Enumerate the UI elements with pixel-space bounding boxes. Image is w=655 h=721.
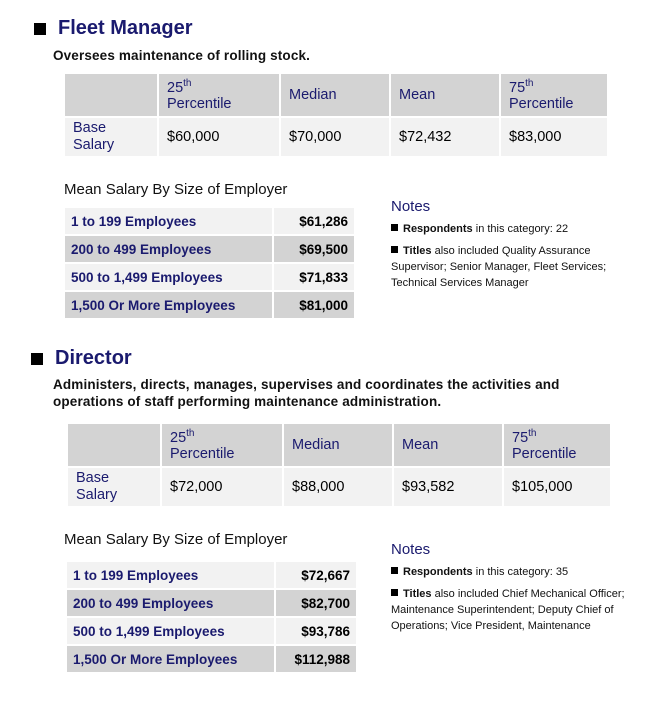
salary-table	[63, 72, 609, 158]
table-row	[65, 208, 354, 236]
square-bullet-icon	[391, 589, 398, 596]
header-mean: Mean	[394, 424, 502, 466]
table-row	[65, 292, 354, 320]
table-row	[65, 236, 354, 264]
value-mean: $93,582	[394, 468, 502, 506]
section-heading	[34, 17, 192, 40]
notes-title: Notes	[391, 541, 431, 558]
employer-size-value: $93,786	[276, 618, 356, 646]
section-heading	[31, 347, 132, 370]
note-text: in this category: 22	[472, 223, 569, 235]
employer-size-label: 1 to 199 Employees	[67, 562, 276, 590]
employer-size-value: $112,988	[276, 646, 356, 674]
note-label: Respondents	[403, 566, 473, 578]
table-row	[67, 646, 356, 674]
table-row	[67, 590, 356, 618]
employer-size-title: Mean Salary By Size of Employer	[64, 181, 288, 198]
note-text: also included Quality Assurance Supervisor; Senior Manager, Fleet Services; Technical Services Manager	[391, 245, 607, 289]
note-text: in this category: 35	[472, 566, 569, 578]
table-row	[67, 618, 356, 646]
header-75th-percentile: 75th Percentile	[501, 74, 607, 116]
value-25th-percentile: $60,000	[159, 118, 279, 156]
employer-size-label: 1,500 Or More Employees	[65, 292, 274, 320]
employer-size-value: $69,500	[274, 236, 354, 264]
row-label-base-salary: Base Salary	[65, 118, 157, 156]
value-median: $70,000	[281, 118, 389, 156]
header-25th-percentile: 25th Percentile	[159, 74, 279, 116]
square-bullet-icon	[391, 567, 398, 574]
note-respondents	[391, 221, 631, 237]
header-75th-percentile: 75th Percentile	[504, 424, 610, 466]
row-label-base-salary: Base Salary	[68, 468, 160, 506]
note-titles	[391, 243, 631, 291]
value-25th-percentile: $72,000	[162, 468, 282, 506]
square-bullet-icon	[391, 224, 398, 231]
table-corner-cell	[65, 74, 157, 116]
employer-size-label: 500 to 1,499 Employees	[67, 618, 276, 646]
notes-panel	[391, 541, 631, 640]
table-row	[67, 562, 356, 590]
employer-size-value: $82,700	[276, 590, 356, 618]
table-corner-cell	[68, 424, 160, 466]
header-median: Median	[284, 424, 392, 466]
header-median: Median	[281, 74, 389, 116]
note-label: Respondents	[403, 223, 473, 235]
employer-size-value: $72,667	[276, 562, 356, 590]
square-bullet-icon	[34, 23, 46, 35]
section-title: Director	[55, 347, 132, 369]
note-titles	[391, 586, 631, 634]
value-75th-percentile: $83,000	[501, 118, 607, 156]
value-75th-percentile: $105,000	[504, 468, 610, 506]
employer-size-title: Mean Salary By Size of Employer	[64, 531, 288, 548]
employer-size-label: 1,500 Or More Employees	[67, 646, 276, 674]
section-title: Fleet Manager	[58, 17, 193, 39]
square-bullet-icon	[391, 246, 398, 253]
employer-size-value: $61,286	[274, 208, 354, 236]
salary-table	[66, 422, 612, 508]
section-description: Oversees maintenance of rolling stock.	[53, 48, 311, 63]
note-respondents	[391, 564, 631, 580]
value-mean: $72,432	[391, 118, 499, 156]
value-median: $88,000	[284, 468, 392, 506]
employer-size-label: 200 to 499 Employees	[65, 236, 274, 264]
header-25th-percentile: 25th Percentile	[162, 424, 282, 466]
note-text: also included Chief Mechanical Officer; Maintenance Superintendent; Deputy Chief of Operations; Vice President, Maintenance	[391, 588, 625, 632]
table-row	[65, 264, 354, 292]
section-description: Administers, directs, manages, supervises and coordinates the activities and operations of staff performing maintenance administration.	[53, 377, 560, 409]
employer-size-label: 200 to 499 Employees	[67, 590, 276, 618]
employer-size-table	[67, 562, 356, 674]
employer-size-table	[65, 208, 354, 320]
employer-size-label: 500 to 1,499 Employees	[65, 264, 274, 292]
note-label: Titles	[403, 588, 432, 600]
notes-title: Notes	[391, 198, 431, 215]
square-bullet-icon	[31, 353, 43, 365]
employer-size-label: 1 to 199 Employees	[65, 208, 274, 236]
notes-panel	[391, 198, 631, 297]
employer-size-value: $71,833	[274, 264, 354, 292]
header-mean: Mean	[391, 74, 499, 116]
employer-size-value: $81,000	[274, 292, 354, 320]
note-label: Titles	[403, 245, 432, 257]
